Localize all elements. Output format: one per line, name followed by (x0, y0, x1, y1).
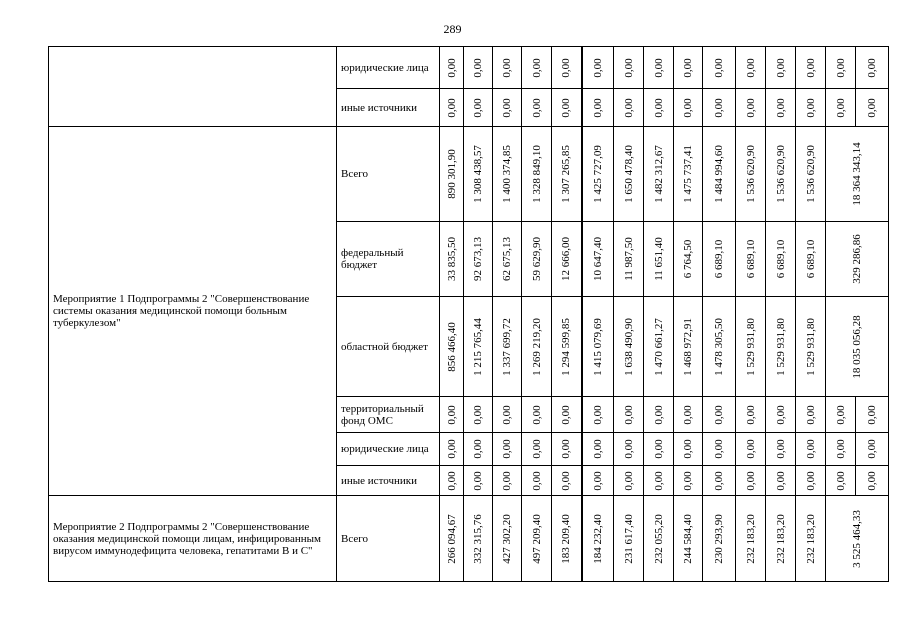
value-cell (582, 297, 614, 397)
value-text: 0,00 (682, 404, 694, 425)
value-cell (493, 127, 522, 222)
value-cell (644, 89, 674, 127)
value-cell (644, 47, 674, 89)
value-text: 1 650 478,40 (622, 145, 635, 203)
value-text: 0,00 (774, 57, 787, 78)
value-text: 0,00 (866, 57, 878, 78)
value-text: 0,00 (591, 470, 604, 491)
value-text: 0,00 (560, 97, 573, 118)
value-cell (826, 47, 856, 89)
value-text: 0,00 (591, 57, 604, 78)
value-cell (582, 127, 614, 222)
value-cell (644, 397, 674, 433)
value-cell (796, 496, 826, 582)
funding-source-cell (337, 433, 440, 466)
value-cell (493, 222, 522, 297)
value-cell (614, 47, 644, 89)
value-cell (826, 89, 856, 127)
value-text: 0,00 (472, 439, 484, 459)
value-cell (856, 89, 889, 127)
value-text: 1 307 265,85 (560, 145, 573, 203)
value-text: 0,00 (682, 57, 694, 78)
value-cell (736, 297, 766, 397)
value-cell (440, 47, 464, 89)
value-text: 0,00 (445, 439, 458, 459)
value-cell (464, 397, 493, 433)
value-text: 1 308 438,57 (472, 145, 484, 203)
value-cell (796, 89, 826, 127)
value-cell (614, 89, 644, 127)
value-cell (703, 222, 736, 297)
funding-source-label: федеральный бюджет (341, 247, 404, 271)
value-cell (582, 433, 614, 466)
value-text: 0,00 (744, 57, 757, 78)
value-text: 0,00 (804, 57, 817, 78)
value-cell (796, 433, 826, 466)
funding-source-label: иные источники (341, 474, 417, 487)
value-cell (552, 297, 582, 397)
value-cell (766, 297, 796, 397)
table-row (49, 127, 889, 222)
funding-source-cell (337, 397, 440, 433)
value-text: 890 301,90 (445, 149, 458, 199)
value-cell (522, 397, 552, 433)
value-cell (856, 433, 889, 466)
value-text: 0,00 (652, 97, 665, 118)
value-cell (440, 222, 464, 297)
value-cell (736, 466, 766, 496)
value-cell (493, 433, 522, 466)
value-cell (766, 89, 796, 127)
value-cell (552, 127, 582, 222)
funding-source-cell (337, 47, 440, 89)
value-text: 0,00 (834, 470, 847, 491)
value-cell (644, 222, 674, 297)
value-text: 1 478 305,50 (713, 317, 725, 376)
value-cell (464, 496, 493, 582)
value-text: 3 525 464,33 (851, 509, 863, 568)
value-text: 0,00 (530, 57, 543, 78)
value-text: 0,00 (774, 470, 787, 491)
value-text: 0,00 (774, 404, 787, 425)
value-cell (766, 466, 796, 496)
value-cell (856, 397, 889, 433)
value-text: 0,00 (445, 404, 458, 425)
funding-source-label: областной бюджет (341, 340, 428, 353)
value-text: 1 468 972,91 (682, 317, 694, 376)
value-cell (464, 47, 493, 89)
value-cell (552, 89, 582, 127)
value-cell (736, 397, 766, 433)
value-text: 0,00 (834, 97, 847, 118)
funding-source-label: Всего (341, 168, 368, 180)
value-cell (644, 466, 674, 496)
value-cell (552, 397, 582, 433)
value-cell (440, 89, 464, 127)
value-text: 0,00 (560, 404, 573, 425)
value-cell (826, 397, 856, 433)
value-cell (766, 397, 796, 433)
funding-source-cell (337, 89, 440, 127)
value-cell (614, 297, 644, 397)
value-text: 0,00 (472, 97, 484, 118)
value-cell (644, 496, 674, 582)
value-text: 1 529 931,80 (774, 317, 787, 376)
value-text: 92 673,13 (472, 237, 484, 281)
value-cell (856, 466, 889, 496)
value-text: 1 638 490,90 (622, 317, 635, 376)
value-text: 12 666,00 (560, 237, 573, 281)
value-cell (674, 466, 703, 496)
value-cell (464, 433, 493, 466)
value-cell (493, 89, 522, 127)
value-cell (826, 297, 889, 397)
value-cell (522, 47, 552, 89)
value-cell (582, 466, 614, 496)
value-text: 0,00 (501, 470, 513, 491)
value-cell (614, 222, 644, 297)
value-cell (552, 433, 582, 466)
value-text: 1 475 737,41 (682, 145, 694, 203)
value-cell (493, 397, 522, 433)
value-text: 0,00 (652, 470, 665, 491)
value-cell (552, 222, 582, 297)
value-text: 232 183,20 (804, 513, 817, 564)
value-text: 10 647,40 (591, 237, 604, 281)
value-text: 6 764,50 (682, 239, 694, 279)
value-cell (826, 496, 889, 582)
value-cell (796, 466, 826, 496)
value-text: 1 529 931,80 (804, 317, 817, 376)
value-cell (703, 397, 736, 433)
value-cell (614, 397, 644, 433)
value-text: 497 209,40 (530, 513, 543, 564)
value-cell (582, 47, 614, 89)
value-text: 1 470 661,27 (652, 317, 665, 376)
value-cell (796, 297, 826, 397)
value-text: 33 835,50 (445, 237, 458, 281)
value-cell (766, 47, 796, 89)
value-text: 6 689,10 (804, 239, 817, 279)
value-cell (736, 127, 766, 222)
value-text: 18 035 056,28 (851, 314, 863, 379)
program-cell (49, 496, 337, 582)
value-text: 18 364 343,14 (851, 142, 863, 206)
value-cell (703, 47, 736, 89)
value-text: 0,00 (774, 97, 787, 118)
value-text: 6 689,10 (774, 239, 787, 279)
value-text: 0,00 (530, 439, 543, 459)
value-text: 0,00 (834, 57, 847, 78)
value-cell (856, 47, 889, 89)
value-text: 0,00 (501, 404, 513, 425)
value-text: 1 482 312,67 (652, 145, 665, 203)
value-text: 0,00 (804, 439, 817, 459)
value-cell (614, 496, 644, 582)
value-text: 0,00 (472, 470, 484, 491)
value-text: 244 584,40 (682, 513, 694, 564)
value-cell (522, 466, 552, 496)
value-text: 0,00 (866, 97, 878, 118)
value-cell (796, 222, 826, 297)
value-cell (464, 89, 493, 127)
value-cell (644, 297, 674, 397)
value-cell (796, 47, 826, 89)
value-text: 329 286,86 (851, 234, 863, 284)
value-text: 0,00 (530, 404, 543, 425)
value-cell (674, 47, 703, 89)
value-text: 0,00 (834, 404, 847, 425)
value-cell (736, 222, 766, 297)
value-text: 0,00 (472, 404, 484, 425)
value-text: 0,00 (501, 439, 513, 459)
value-text: 230 293,90 (713, 513, 725, 564)
value-text: 0,00 (560, 57, 573, 78)
value-text: 232 055,20 (652, 513, 665, 564)
funding-source-label: территориальный фонд ОМС (341, 402, 424, 427)
value-text: 0,00 (591, 404, 604, 425)
table-row (49, 47, 889, 89)
value-text: 1 337 699,72 (501, 317, 513, 376)
value-text: 232 183,20 (744, 513, 757, 564)
value-text: 0,00 (622, 439, 635, 459)
value-cell (493, 47, 522, 89)
value-text: 62 675,13 (501, 237, 513, 281)
value-cell (440, 297, 464, 397)
value-cell (703, 297, 736, 397)
value-cell (826, 433, 856, 466)
value-text: 0,00 (744, 97, 757, 118)
value-cell (766, 496, 796, 582)
value-text: 266 094,67 (445, 513, 458, 564)
value-text: 0,00 (622, 404, 635, 425)
value-text: 0,00 (560, 470, 573, 491)
funding-source-cell (337, 496, 440, 582)
funding-source-cell (337, 466, 440, 496)
value-cell (703, 127, 736, 222)
value-cell (766, 433, 796, 466)
value-text: 0,00 (530, 97, 543, 118)
value-text: 6 689,10 (744, 239, 757, 279)
value-cell (440, 496, 464, 582)
value-cell (522, 496, 552, 582)
value-cell (826, 127, 889, 222)
value-text: 0,00 (530, 470, 543, 491)
value-cell (674, 127, 703, 222)
value-text: 0,00 (744, 470, 757, 491)
value-text: 0,00 (744, 404, 757, 425)
value-cell (644, 433, 674, 466)
value-text: 0,00 (445, 57, 458, 78)
value-text: 184 232,40 (591, 513, 604, 564)
value-cell (703, 433, 736, 466)
value-cell (552, 47, 582, 89)
value-cell (644, 127, 674, 222)
value-cell (703, 89, 736, 127)
value-cell (703, 496, 736, 582)
value-text: 11 651,40 (652, 237, 665, 281)
value-cell (464, 466, 493, 496)
value-cell (582, 89, 614, 127)
value-text: 183 209,40 (560, 513, 573, 564)
value-text: 0,00 (713, 470, 725, 491)
value-text: 0,00 (591, 439, 604, 459)
value-cell (614, 127, 644, 222)
value-cell (522, 127, 552, 222)
value-text: 1 269 219,20 (530, 317, 543, 376)
value-text: 0,00 (501, 57, 513, 78)
table-row (49, 496, 889, 582)
value-text: 0,00 (560, 439, 573, 459)
value-text: 0,00 (445, 470, 458, 491)
value-text: 0,00 (866, 470, 878, 491)
value-text: 232 183,20 (774, 513, 787, 564)
value-cell (736, 47, 766, 89)
value-text: 0,00 (652, 57, 665, 78)
program-cell (49, 47, 337, 127)
value-cell (796, 127, 826, 222)
value-text: 1 294 599,85 (560, 317, 573, 376)
value-cell (464, 127, 493, 222)
funding-source-label: юридические лица (341, 61, 429, 74)
value-text: 6 689,10 (713, 239, 725, 279)
value-text: 1 536 620,90 (744, 145, 757, 203)
value-text: 427 302,20 (501, 513, 513, 564)
value-text: 0,00 (713, 439, 725, 459)
value-cell (826, 222, 889, 297)
value-cell (582, 397, 614, 433)
value-cell (674, 433, 703, 466)
program-name: Мероприятие 2 Подпрограммы 2 "Совершенствование оказания медицинской помощи лицам, инфицированным вирусом иммунодефицита человека, гепатитами В и С" (53, 520, 321, 557)
value-cell (440, 397, 464, 433)
value-cell (440, 466, 464, 496)
value-cell (464, 297, 493, 397)
value-text: 332 315,76 (472, 513, 484, 564)
value-text: 1 415 079,69 (591, 317, 604, 376)
value-text: 0,00 (682, 470, 694, 491)
value-cell (826, 466, 856, 496)
value-text: 1 536 620,90 (804, 145, 817, 203)
value-text: 1 215 765,44 (472, 317, 484, 376)
value-text: 1 400 374,85 (501, 145, 513, 203)
value-text: 1 529 931,80 (744, 317, 757, 376)
value-text: 0,00 (622, 97, 635, 118)
value-text: 11 987,50 (622, 237, 635, 281)
value-cell (736, 496, 766, 582)
value-text: 0,00 (472, 57, 484, 78)
value-cell (582, 496, 614, 582)
value-cell (674, 496, 703, 582)
value-cell (614, 433, 644, 466)
value-text: 1 328 849,10 (530, 145, 543, 203)
value-cell (440, 433, 464, 466)
program-cell (49, 127, 337, 496)
value-text: 0,00 (622, 57, 635, 78)
value-text: 1 425 727,09 (591, 145, 604, 203)
value-cell (736, 89, 766, 127)
value-text: 0,00 (804, 404, 817, 425)
funding-source-label: Всего (341, 532, 368, 545)
value-cell (796, 397, 826, 433)
value-text: 0,00 (501, 97, 513, 118)
program-name: Мероприятие 1 Подпрограммы 2 "Совершенствование системы оказания медицинской помощи больным туберкулезом" (53, 293, 310, 329)
value-text: 0,00 (713, 404, 725, 425)
page-number: 289 (443, 22, 462, 36)
funding-source-label: иные источники (341, 101, 417, 114)
value-text: 0,00 (804, 97, 817, 118)
value-cell (582, 222, 614, 297)
value-text: 0,00 (834, 439, 847, 459)
value-cell (703, 466, 736, 496)
value-cell (440, 127, 464, 222)
value-text: 59 629,90 (530, 237, 543, 281)
value-cell (674, 297, 703, 397)
value-text: 0,00 (866, 439, 878, 459)
value-cell (464, 222, 493, 297)
value-text: 0,00 (744, 439, 757, 459)
value-cell (766, 222, 796, 297)
value-cell (614, 466, 644, 496)
value-cell (674, 89, 703, 127)
value-cell (522, 433, 552, 466)
value-text: 0,00 (652, 404, 665, 425)
value-text: 0,00 (713, 97, 725, 118)
value-text: 1 536 620,90 (774, 145, 787, 203)
value-cell (552, 466, 582, 496)
value-cell (493, 297, 522, 397)
value-cell (552, 496, 582, 582)
value-text: 0,00 (682, 97, 694, 118)
value-text: 0,00 (591, 97, 604, 118)
funding-source-label: юридические лица (341, 443, 429, 455)
value-text: 0,00 (622, 470, 635, 491)
value-text: 1 484 994,60 (713, 145, 725, 203)
value-cell (522, 297, 552, 397)
value-text: 856 466,40 (445, 321, 458, 372)
budget-table (48, 46, 889, 582)
value-cell (493, 496, 522, 582)
value-cell (674, 222, 703, 297)
value-text: 0,00 (713, 57, 725, 78)
value-cell (674, 397, 703, 433)
value-text: 0,00 (682, 439, 694, 459)
value-text: 231 617,40 (622, 513, 635, 564)
value-text: 0,00 (445, 97, 458, 118)
value-text: 0,00 (866, 404, 878, 425)
funding-source-cell (337, 127, 440, 222)
value-cell (493, 466, 522, 496)
value-text: 0,00 (804, 470, 817, 491)
value-text: 0,00 (774, 439, 787, 459)
value-cell (522, 89, 552, 127)
value-cell (766, 127, 796, 222)
value-cell (522, 222, 552, 297)
funding-source-cell (337, 297, 440, 397)
funding-source-cell (337, 222, 440, 297)
value-text: 0,00 (652, 439, 665, 459)
value-cell (736, 433, 766, 466)
